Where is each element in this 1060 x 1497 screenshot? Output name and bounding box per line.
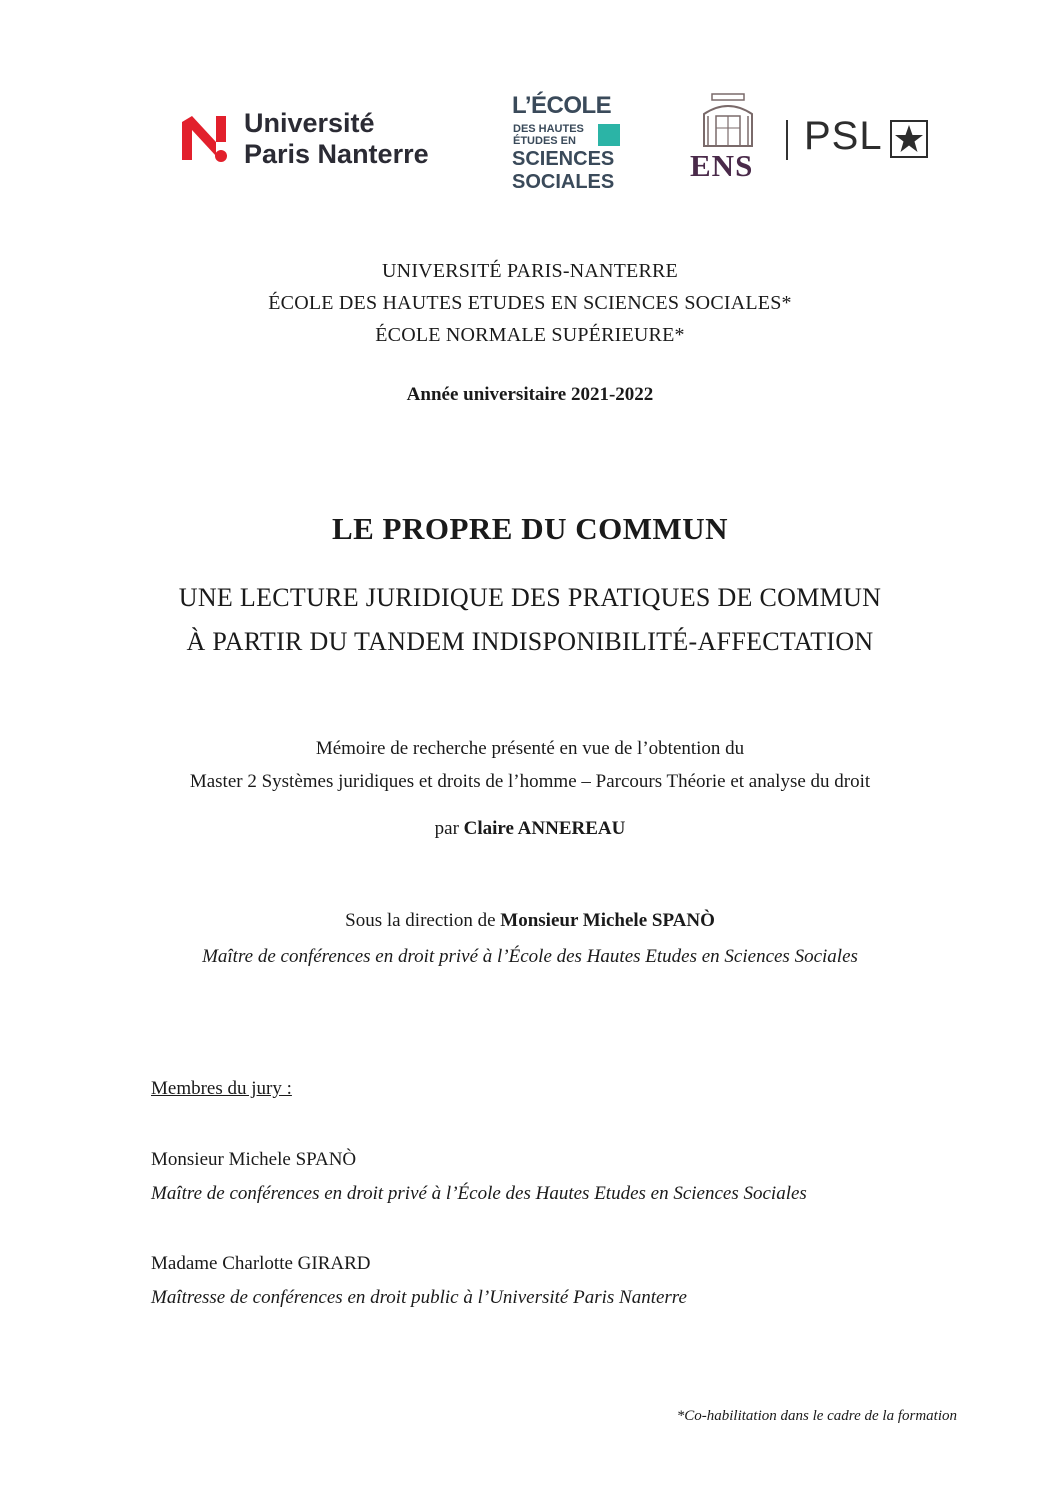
logo-ens <box>688 92 770 186</box>
nanterre-logo-mark-icon <box>180 112 240 166</box>
nanterre-logo-text: Université Paris Nanterre <box>244 108 429 169</box>
jury-member-name: Madame Charlotte GIRARD <box>151 1253 371 1274</box>
author-name: Claire ANNEREAU <box>463 818 626 839</box>
ehess-logo-line3: SCIENCES SOCIALES <box>512 148 615 193</box>
supervisor-name: Monsieur Michele SPANÒ <box>500 910 715 931</box>
jury-member-role: Maîtresse de conférences en droit public à l’Université Paris Nanterre <box>151 1287 687 1308</box>
jury-member <box>151 1143 807 1211</box>
institution-line: ÉCOLE DES HAUTES ETUDES EN SCIENCES SOCIALES* <box>268 292 792 314</box>
ehess-logo-line2: DES HAUTES ÉTUDES EN <box>513 123 584 147</box>
jury-member <box>151 1247 687 1315</box>
thesis-title: LE PROPRE DU COMMUN <box>331 511 729 546</box>
supervisor-prefix: Sous la direction de <box>345 910 501 931</box>
psl-star-icon <box>890 120 928 158</box>
ens-building-icon <box>698 92 758 148</box>
supervisor-role: Maître de conférences en droit privé à l’École des Hautes Etudes en Sciences Sociales <box>202 946 858 967</box>
institution-line: UNIVERSITÉ PARIS-NANTERRE <box>382 260 678 282</box>
jury-heading: Membres du jury : <box>151 1078 292 1099</box>
jury-member-role: Maître de conférences en droit privé à l’École des Hautes Etudes en Sciences Sociales <box>151 1183 807 1204</box>
academic-year: Année universitaire 2021-2022 <box>406 384 654 405</box>
institutions-block <box>0 255 1060 351</box>
memoire-line: Master 2 Systèmes juridiques et droits de l’homme – Parcours Théorie et analyse du droit <box>189 771 871 792</box>
thesis-subtitle <box>0 576 1060 664</box>
supervisor-line <box>0 903 1060 939</box>
subtitle-line: UNE LECTURE JURIDIQUE DES PRATIQUES DE COMMUN <box>178 583 882 612</box>
memoire-description <box>0 732 1060 798</box>
ehess-logo-line1: L’ÉCOLE <box>512 92 612 119</box>
logo-universite-paris-nanterre <box>180 108 450 170</box>
author-prefix: par <box>434 818 464 839</box>
institution-line: ÉCOLE NORMALE SUPÉRIEURE* <box>375 324 685 346</box>
author-line <box>0 818 1060 840</box>
psl-logo-text: PSL <box>804 114 883 158</box>
supervision-block <box>0 903 1060 975</box>
footnote: *Co-habilitation dans le cadre de la formation <box>676 1408 957 1424</box>
jury-member-name: Monsieur Michele SPANÒ <box>151 1149 357 1170</box>
ehess-teal-square-icon <box>598 124 620 146</box>
ens-logo-text: ENS <box>690 148 754 183</box>
logo-divider <box>786 120 788 160</box>
logo-ehess <box>512 92 616 196</box>
memoire-line: Mémoire de recherche présenté en vue de l’obtention du <box>315 738 745 759</box>
subtitle-line: À PARTIR DU TANDEM INDISPONIBILITÉ-AFFECTATION <box>186 627 874 656</box>
